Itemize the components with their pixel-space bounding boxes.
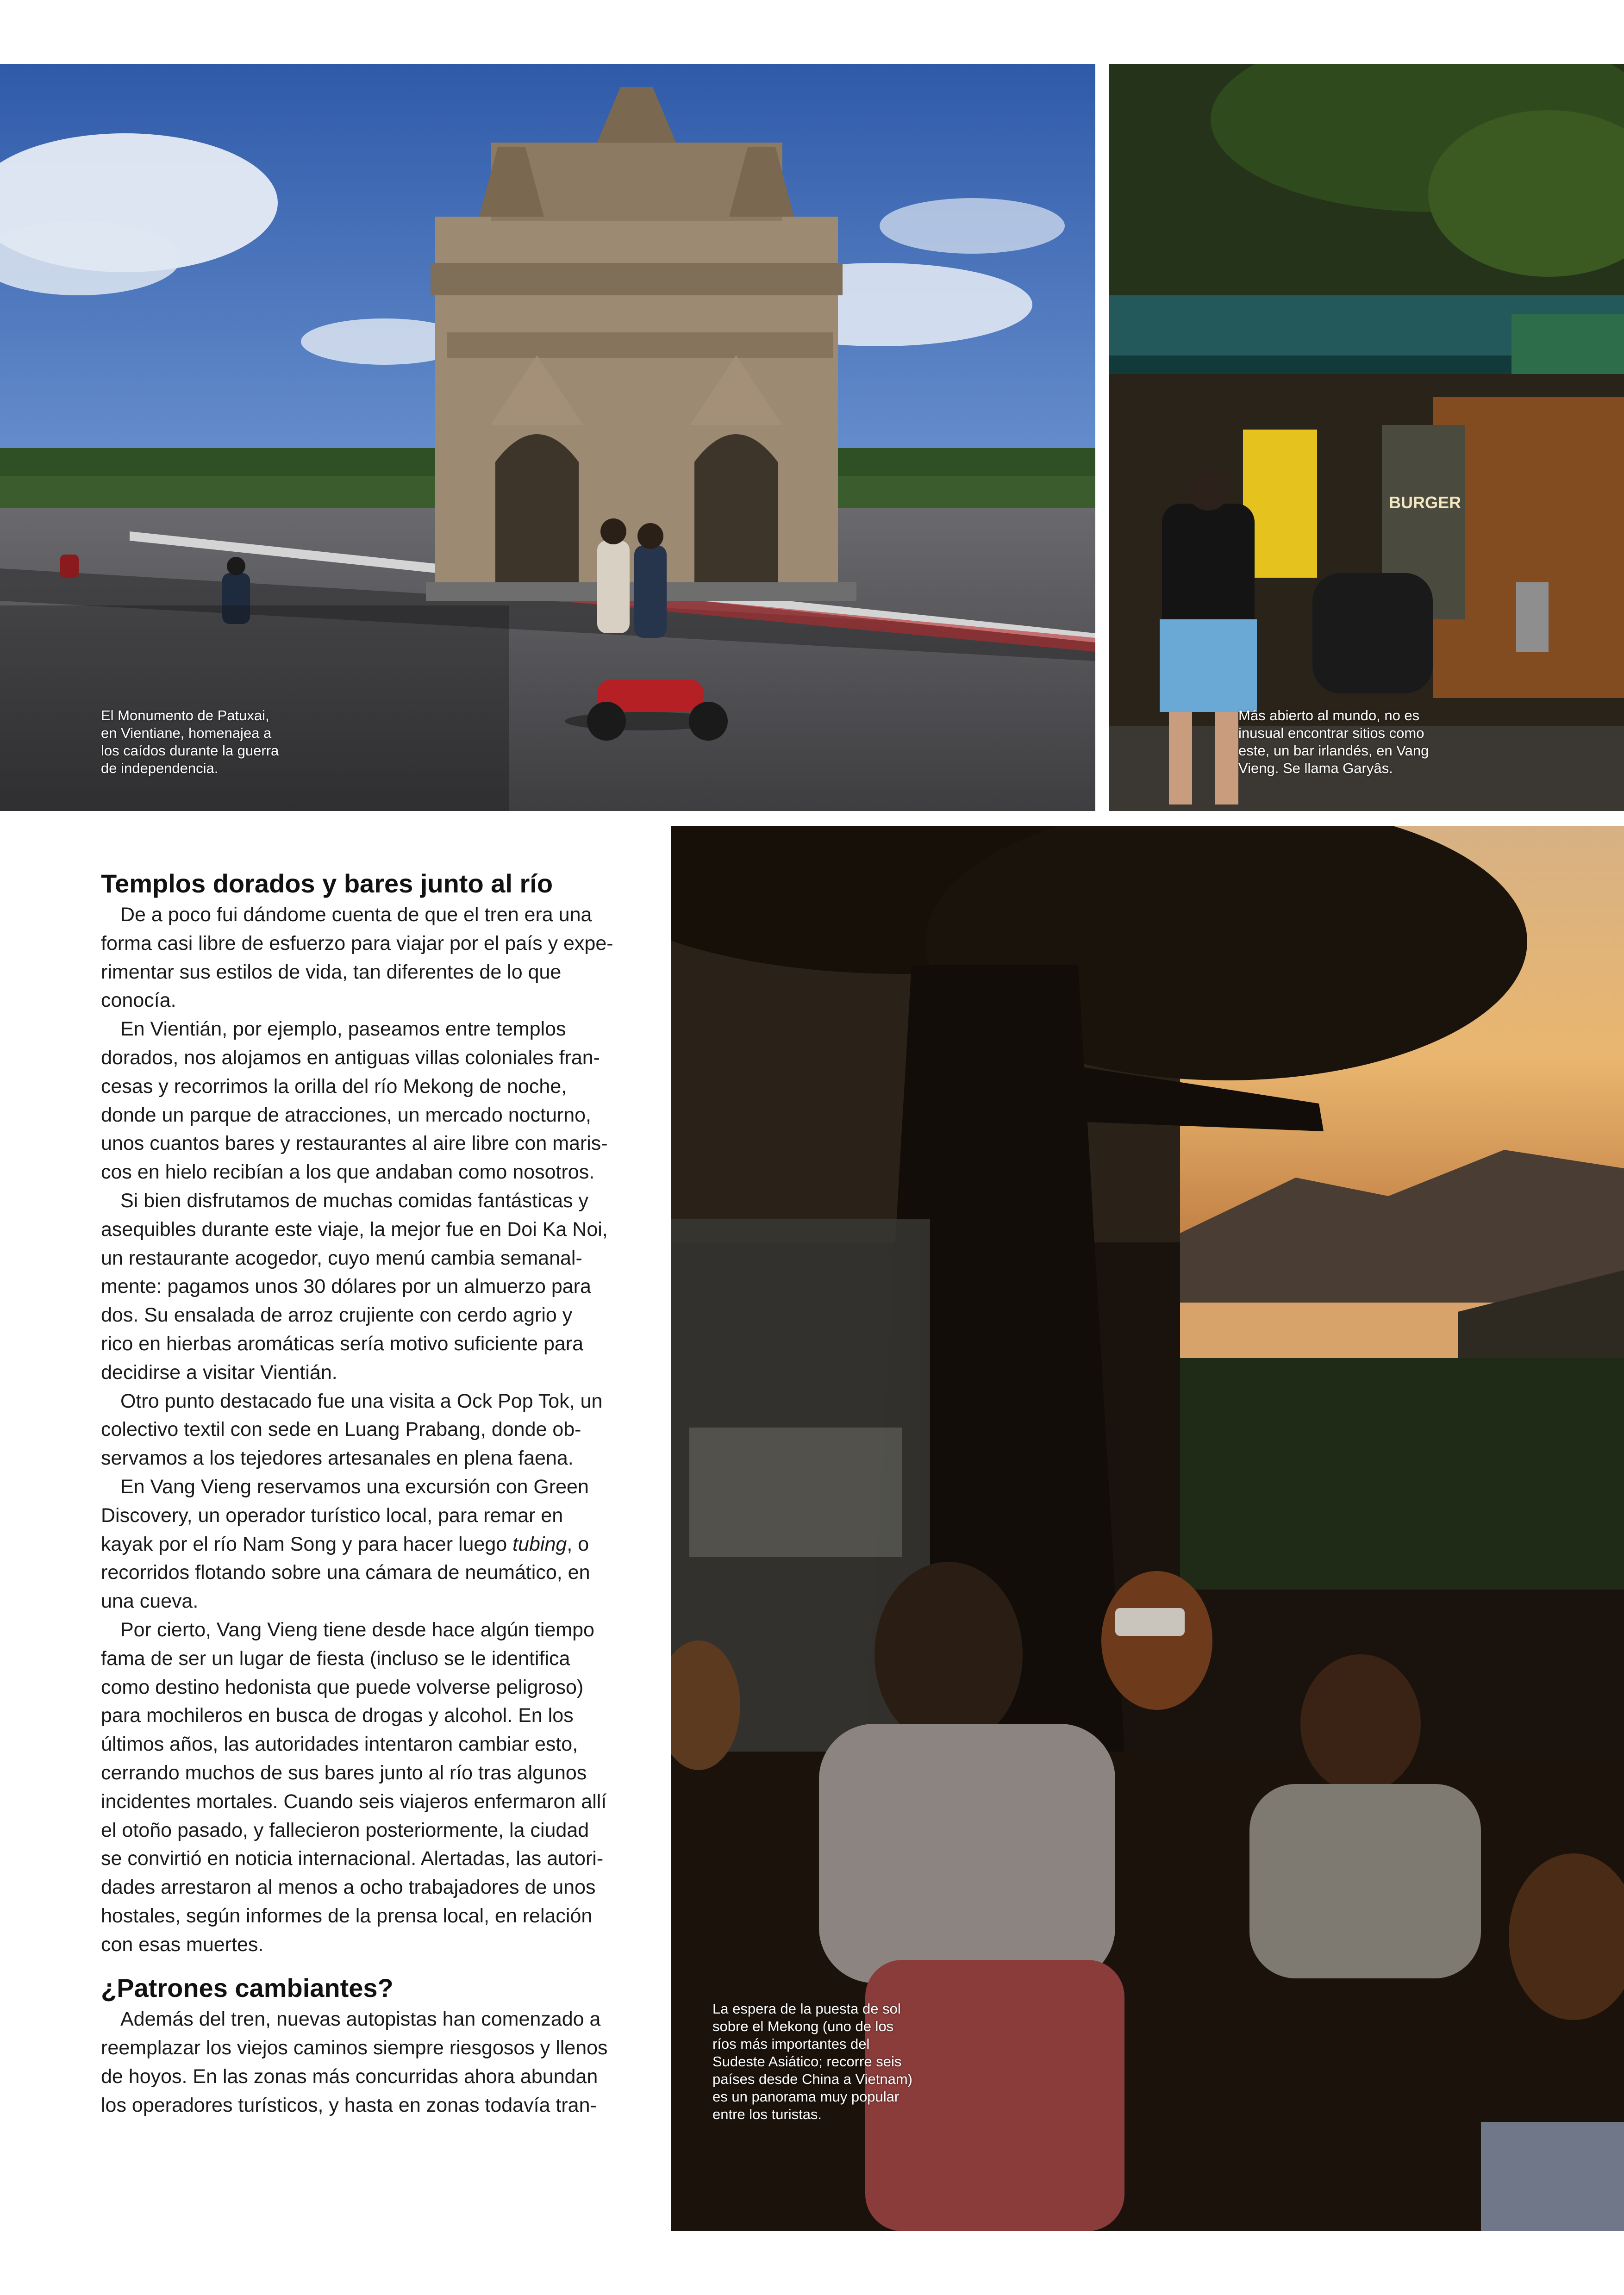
- tubing-line: kayak por el río Nam Song y para hacer luego tubing, o: [101, 1533, 589, 1555]
- section-heading-temples: Templos dorados y bares junto al río: [101, 869, 553, 898]
- burger-sign-text: BURGER: [1389, 493, 1462, 512]
- paragraph-5: En Vang Vieng reservamos una excursión con Green Discovery, un operador turístico local, para remar en kayak por el río Nam Song y para hacer luego tubing, o recorridos flotando sobre una cámara de neumático, en una cueva.: [101, 1473, 634, 1616]
- article-column: [101, 867, 634, 2120]
- patuxai-illustration: [0, 64, 1095, 811]
- paragraph-6: Por cierto, Vang Vieng tiene desde hace algún tiempo fama de ser un lugar de fiesta (incluso se le identifica como destino hedonista que puede volverse peligroso) para mochileros en busca de drogas y alcohol. En los últimos años, las autoridades intentaron cambiar esto, cerrando muchos de sus bares junto al río tras algunos incidentes mortales. Cuando seis viajeros enfermaron allí el otoño pasado, y fallecieron posteriormente, la ciudad se convirtió en noticia internacional. Alertadas, las autori- dades arrestaron al menos a ocho trabajadores de unos hostales, según informes de la prensa local, en relación con esas muertes.: [101, 1618, 607, 1956]
- paragraph-7: Además del tren, nuevas autopistas han comenzado a reemplazar los viejos caminos siempre riesgosos y llenos de hoyos. En las zonas más concurridas ahora abundan los operadores turísticos, y hasta en zonas todavía tran-: [101, 2008, 608, 2116]
- patuxai-caption: El Monumento de Patuxai, en Vientiane, homenajea a los caídos durante la guerra de independencia.: [101, 707, 279, 776]
- paragraph-3: Si bien disfrutamos de muchas comidas fantásticas y asequibles durante este viaje, la mejor fue en Doi Ka Noi, un restaurante acogedor, cuyo menú cambia semanal- mente: pagamos unos 30 dólares por un almuerzo para dos. Su ensalada de arroz crujiente con cerdo agrio y rico en hierbas aromáticas sería motivo suficiente para decidirse a visitar Vientián.: [101, 1189, 608, 1384]
- paragraph-1: De a poco fui dándome cuenta de que el tren era una forma casi libre de esfuerzo para viajar por el país y expe- rimentar sus estilos de vida, tan diferentes de lo que conocía.: [101, 904, 613, 1012]
- mekong-caption: La espera de la puesta de sol sobre el Mekong (uno de los ríos más importantes del Sudeste Asiático; recorre seis países desde China a Vietnam) es un panorama muy popular entre los turistas.: [712, 2001, 912, 2122]
- garys-caption: Más abierto al mundo, no es inusual encontrar sitios como este, un bar irlandés, en Vang Vieng. Se llama Garyâs.: [1238, 707, 1429, 776]
- paragraph-2: En Vientián, por ejemplo, paseamos entre templos dorados, nos alojamos en antiguas villas coloniales fran- cesas y recorrimos la orilla del río Mekong de noche, donde un parque de atracciones, un mercado nocturno, unos cuantos bares y restaurantes al aire libre con maris- cos en hielo recibían a los que andaban como nosotros.: [101, 1018, 608, 1184]
- garys-bar-photo: [1109, 64, 1624, 811]
- mekong-sunset-photo: [671, 826, 1624, 2231]
- garys-bar-illustration: [1109, 64, 1624, 811]
- paragraph-4: Otro punto destacado fue una visita a Ock Pop Tok, un colectivo textil con sede en Luang Prabang, donde ob- servamos a los tejedores artesanales en plena faena.: [101, 1390, 603, 1470]
- section-gap: [101, 1959, 634, 1972]
- section-heading-patterns: ¿Patrones cambiantes?: [101, 1973, 394, 2003]
- patuxai-photo: [0, 64, 1095, 811]
